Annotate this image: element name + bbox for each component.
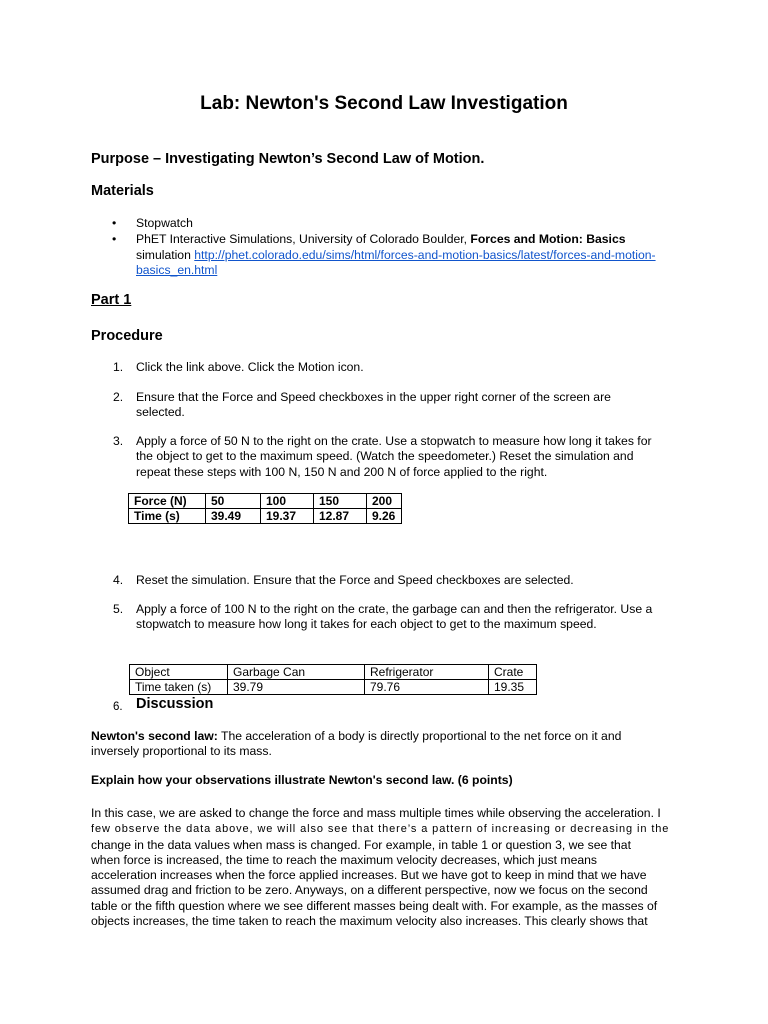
answer-text: In this case, we are asked to change the force and mass multiple times while observing the acceleration. I few observe the data above, we will also see that there’s a pattern of increasing or decreasing in the change in the data values when mass is changed. For example, in table 1 or question 3, we see that when force is increased, the time to reach the maximum velocity decreases, which just means acceleration increases when the force applied increases. But we have got to keep in mind that we have assumed drag and friction to be zero. Anyways, on a different perspective, now we focus on the second table or the fifth question where we see different masses being dealt with. For example, as the masses of objects increases, the time taken to reach the maximum velocity also increases. This clearly shows that [91,806,670,929]
table-cell: 12.87 [314,509,367,524]
table-cell: 19.35 [489,680,537,695]
force-time-table [128,493,402,524]
materials-list [91,216,691,278]
page-title: Lab: Newton's Second Law Investigation [200,93,568,114]
bullet-icon: • [112,216,117,230]
law-definition: Newton's second law: The acceleration of a body is directly proportional to the net force on it and inversely proportional to its mass. [91,729,622,759]
list-item: • PhET Interactive Simulations, University of Colorado Boulder, Forces and Motion: Basics simulation http://phet.colorado.edu/sims/html/forces-and-motion-basics/latest/forces-and-motion- basics_en.html [112,232,656,277]
table-cell: 100 [261,494,314,509]
table-cell: Time (s) [129,509,206,524]
table-cell: Object [130,665,228,680]
table-row [129,494,402,509]
table-row [130,680,537,695]
table-cell: 39.79 [228,680,365,695]
table-cell: Time taken (s) [130,680,228,695]
discussion-heading: Discussion [136,696,214,712]
simulation-name: Forces and Motion: Basics [470,232,626,247]
table-cell: Force (N) [129,494,206,509]
materials-heading: Materials [91,183,154,199]
object-time-table [129,664,537,695]
table-row [130,665,537,680]
table-cell: 9.26 [367,509,402,524]
part-heading: Part 1 [91,292,132,308]
table-cell: 19.37 [261,509,314,524]
table-cell: 200 [367,494,402,509]
purpose-heading: Purpose – Investigating Newton’s Second Law of Motion. [91,151,485,167]
document-page: Lab: Newton's Second Law Investigation Purpose – Investigating Newton’s Second Law of Motion. Materials • Stopwatch • PhET Interactive Simulations, University of Colorado Boulder, Forces and Motion: Basics simulation http://phet.colorado.edu/sims/html/forces-and-motion-basics/latest/forces-and-motion- basics_en.html Part 1 Procedure 1. Click the link above. Click the Motion icon. 2. Ensure that the Force and Speed checkboxes in the upper right corner of the screen are selected. 3. Apply a force of 50 N to the right on the crate. Use a stopwatch to measure how long it takes for the object to get to the maximum speed. (Watch the speedometer.) Reset the simulation and repeat these steps with 100 N, 150 N and 200 N of force applied to the right. Force (N) 50 100 150 200 Time (s) 39.49 19.37 12.87 9.26 4. Reset the simulation. Ensure that the Force and Speed checkboxes are selected. 5. Apply a force of 100 N to the right on the crate, the garbage can and then the refrigerator. Use a stopwatch to measure how long it takes for each object to get to the maximum speed. Object Garbage Can Refrigerator Crate Time taken (s) 39.79 79.76 19.35 6. Discussion Newton's second law: The acceleration of a body is directly proportional to the net force on it and inversely proportional to its mass. Explain how your observations illustrate Newton's second law. (6 points) In this case, we are asked to change the force and mass multiple times while observing the acceleration. I few observe the data above, we will also see that there’s a pattern of increasing or decreasing in the change in the data values when mass is changed. For example, in table 1 or question 3, we see that when force is increased, the time to reach the maximum velocity decreases, which just means acceleration increases when the force applied increases. But we have got to keep in mind that we have assumed drag and friction to be zero. Anyways, on a different perspective, now we focus on the second table or the fifth question where we see different masses being dealt with. For example, as the masses of objects increases, the time taken to reach the maximum velocity also increases. This clearly shows that [0,0,768,1024]
table-cell: 79.76 [365,680,489,695]
table-cell: Crate [489,665,537,680]
table-cell: 39.49 [206,509,261,524]
table-cell: 150 [314,494,367,509]
table-cell: Garbage Can [228,665,365,680]
table-cell: 50 [206,494,261,509]
bullet-icon: • [112,232,117,247]
table-cell: Refrigerator [365,665,489,680]
discussion-number: 6. [113,701,123,713]
simulation-link[interactable]: http://phet.colorado.edu/sims/html/forces-and-motion-basics/latest/forces-and-motion- basics_en.html [136,247,656,277]
question-prompt: Explain how your observations illustrate Newton's second law. (6 points) [91,773,513,787]
procedure-heading: Procedure [91,328,163,344]
list-item: • Stopwatch [112,216,193,230]
table-row [129,509,402,524]
